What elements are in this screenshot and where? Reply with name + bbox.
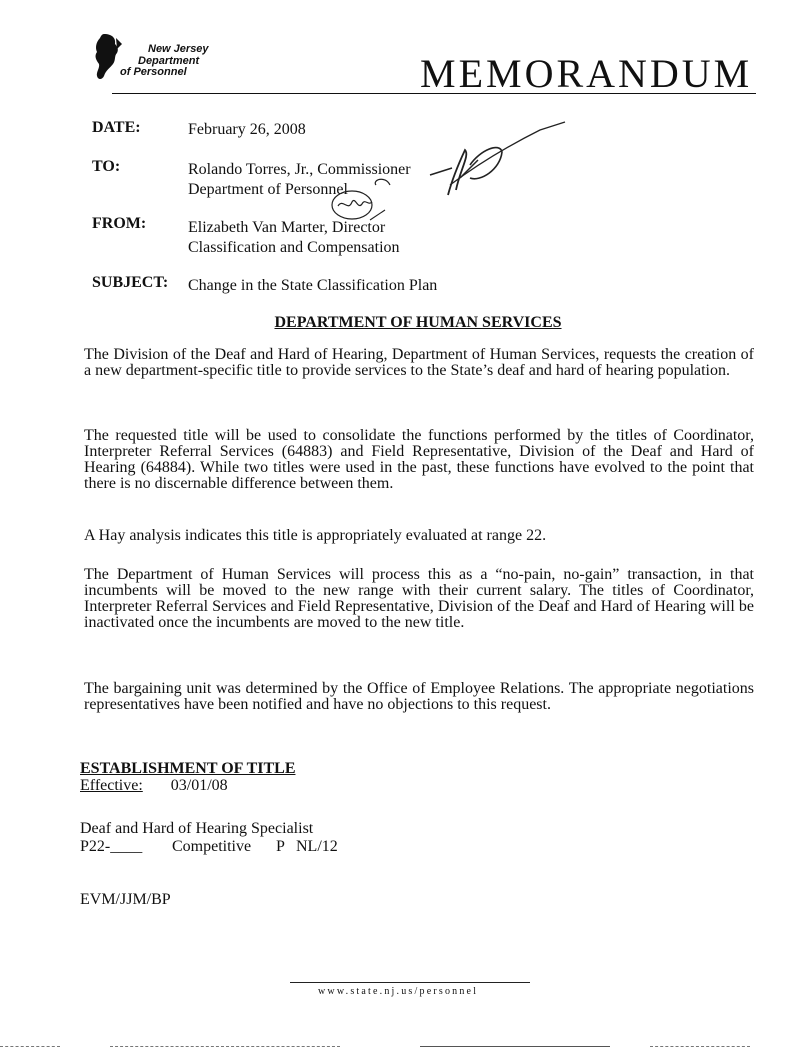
- subject-label: SUBJECT:: [92, 274, 169, 291]
- date-label: DATE:: [92, 119, 141, 136]
- effective-row: [80, 777, 228, 795]
- paragraph: The Department of Human Services will process this as a “no-pain, no-gain” transaction, in that incumbents will be moved to the new range with their current salary. The titles of Coordinator, Interpreter Referral Services and Field Representative, Division of the Deaf and Hard of Hearing will be inactivated once the incumbents are moved to the new title.: [84, 566, 754, 631]
- subject-text: Change in the State Classification Plan: [188, 277, 438, 294]
- from-line-1: Elizabeth Van Marter, Director: [188, 219, 386, 236]
- scan-artifact: [650, 1046, 750, 1047]
- logo-line-1: New Jersey: [148, 43, 209, 55]
- nl-code: NL/12: [296, 838, 338, 855]
- competitive-status: Competitive: [172, 838, 252, 855]
- logo-line-3: of Personnel: [120, 66, 187, 78]
- effective-date: 03/01/08: [170, 777, 228, 794]
- establishment-heading: ESTABLISHMENT OF TITLE: [80, 760, 296, 777]
- department-heading: DEPARTMENT OF HUMAN SERVICES: [274, 314, 562, 331]
- from-label: FROM:: [92, 215, 147, 232]
- to-line-1: Rolando Torres, Jr., Commissioner: [188, 161, 411, 178]
- memo-title: MEMORANDUM: [420, 51, 753, 96]
- to-label: TO:: [92, 158, 121, 175]
- footer-rule: [290, 982, 530, 983]
- paragraph: The requested title will be used to consolidate the functions performed by the titles of Coordinator, Interpreter Referral Services (64883) and Field Representative, Division of the Deaf and Hard of Hearing (64884). While two titles were used in the past, these functions have evolved to the point that there is no discernable difference between them.: [84, 427, 754, 492]
- scan-artifact: [0, 1046, 60, 1047]
- logo-line-2: Department: [138, 54, 200, 67]
- date-text: February 26, 2008: [188, 121, 306, 138]
- effective-label: Effective:: [80, 777, 143, 794]
- scan-artifact: [420, 1046, 610, 1047]
- paragraph: The Division of the Deaf and Hard of Hearing, Department of Human Services, requests the creation of a new department-specific title to provide services to the State’s deaf and hard of hearing population.: [84, 346, 754, 379]
- author-initials: EVM/JJM/BP: [80, 891, 171, 908]
- title-name: Deaf and Hard of Hearing Specialist: [80, 820, 314, 837]
- paragraph: The bargaining unit was determined by the Office of Employee Relations. The appropriate negotiations representatives have been notified and have no objections to this request.: [84, 680, 754, 713]
- title-code-row: [80, 838, 338, 856]
- from-line-2: Classification and Compensation: [188, 239, 400, 256]
- handwritten-signature: [0, 0, 792, 300]
- paragraph: A Hay analysis indicates this title is appropriately evaluated at range 22.: [84, 527, 547, 544]
- to-line-2: Department of Personnel: [188, 181, 348, 198]
- title-code: P22-____: [80, 838, 143, 855]
- scan-artifact: [110, 1046, 340, 1047]
- p-flag: P: [276, 838, 285, 855]
- footer-url: www.state.nj.us/personnel: [318, 986, 479, 997]
